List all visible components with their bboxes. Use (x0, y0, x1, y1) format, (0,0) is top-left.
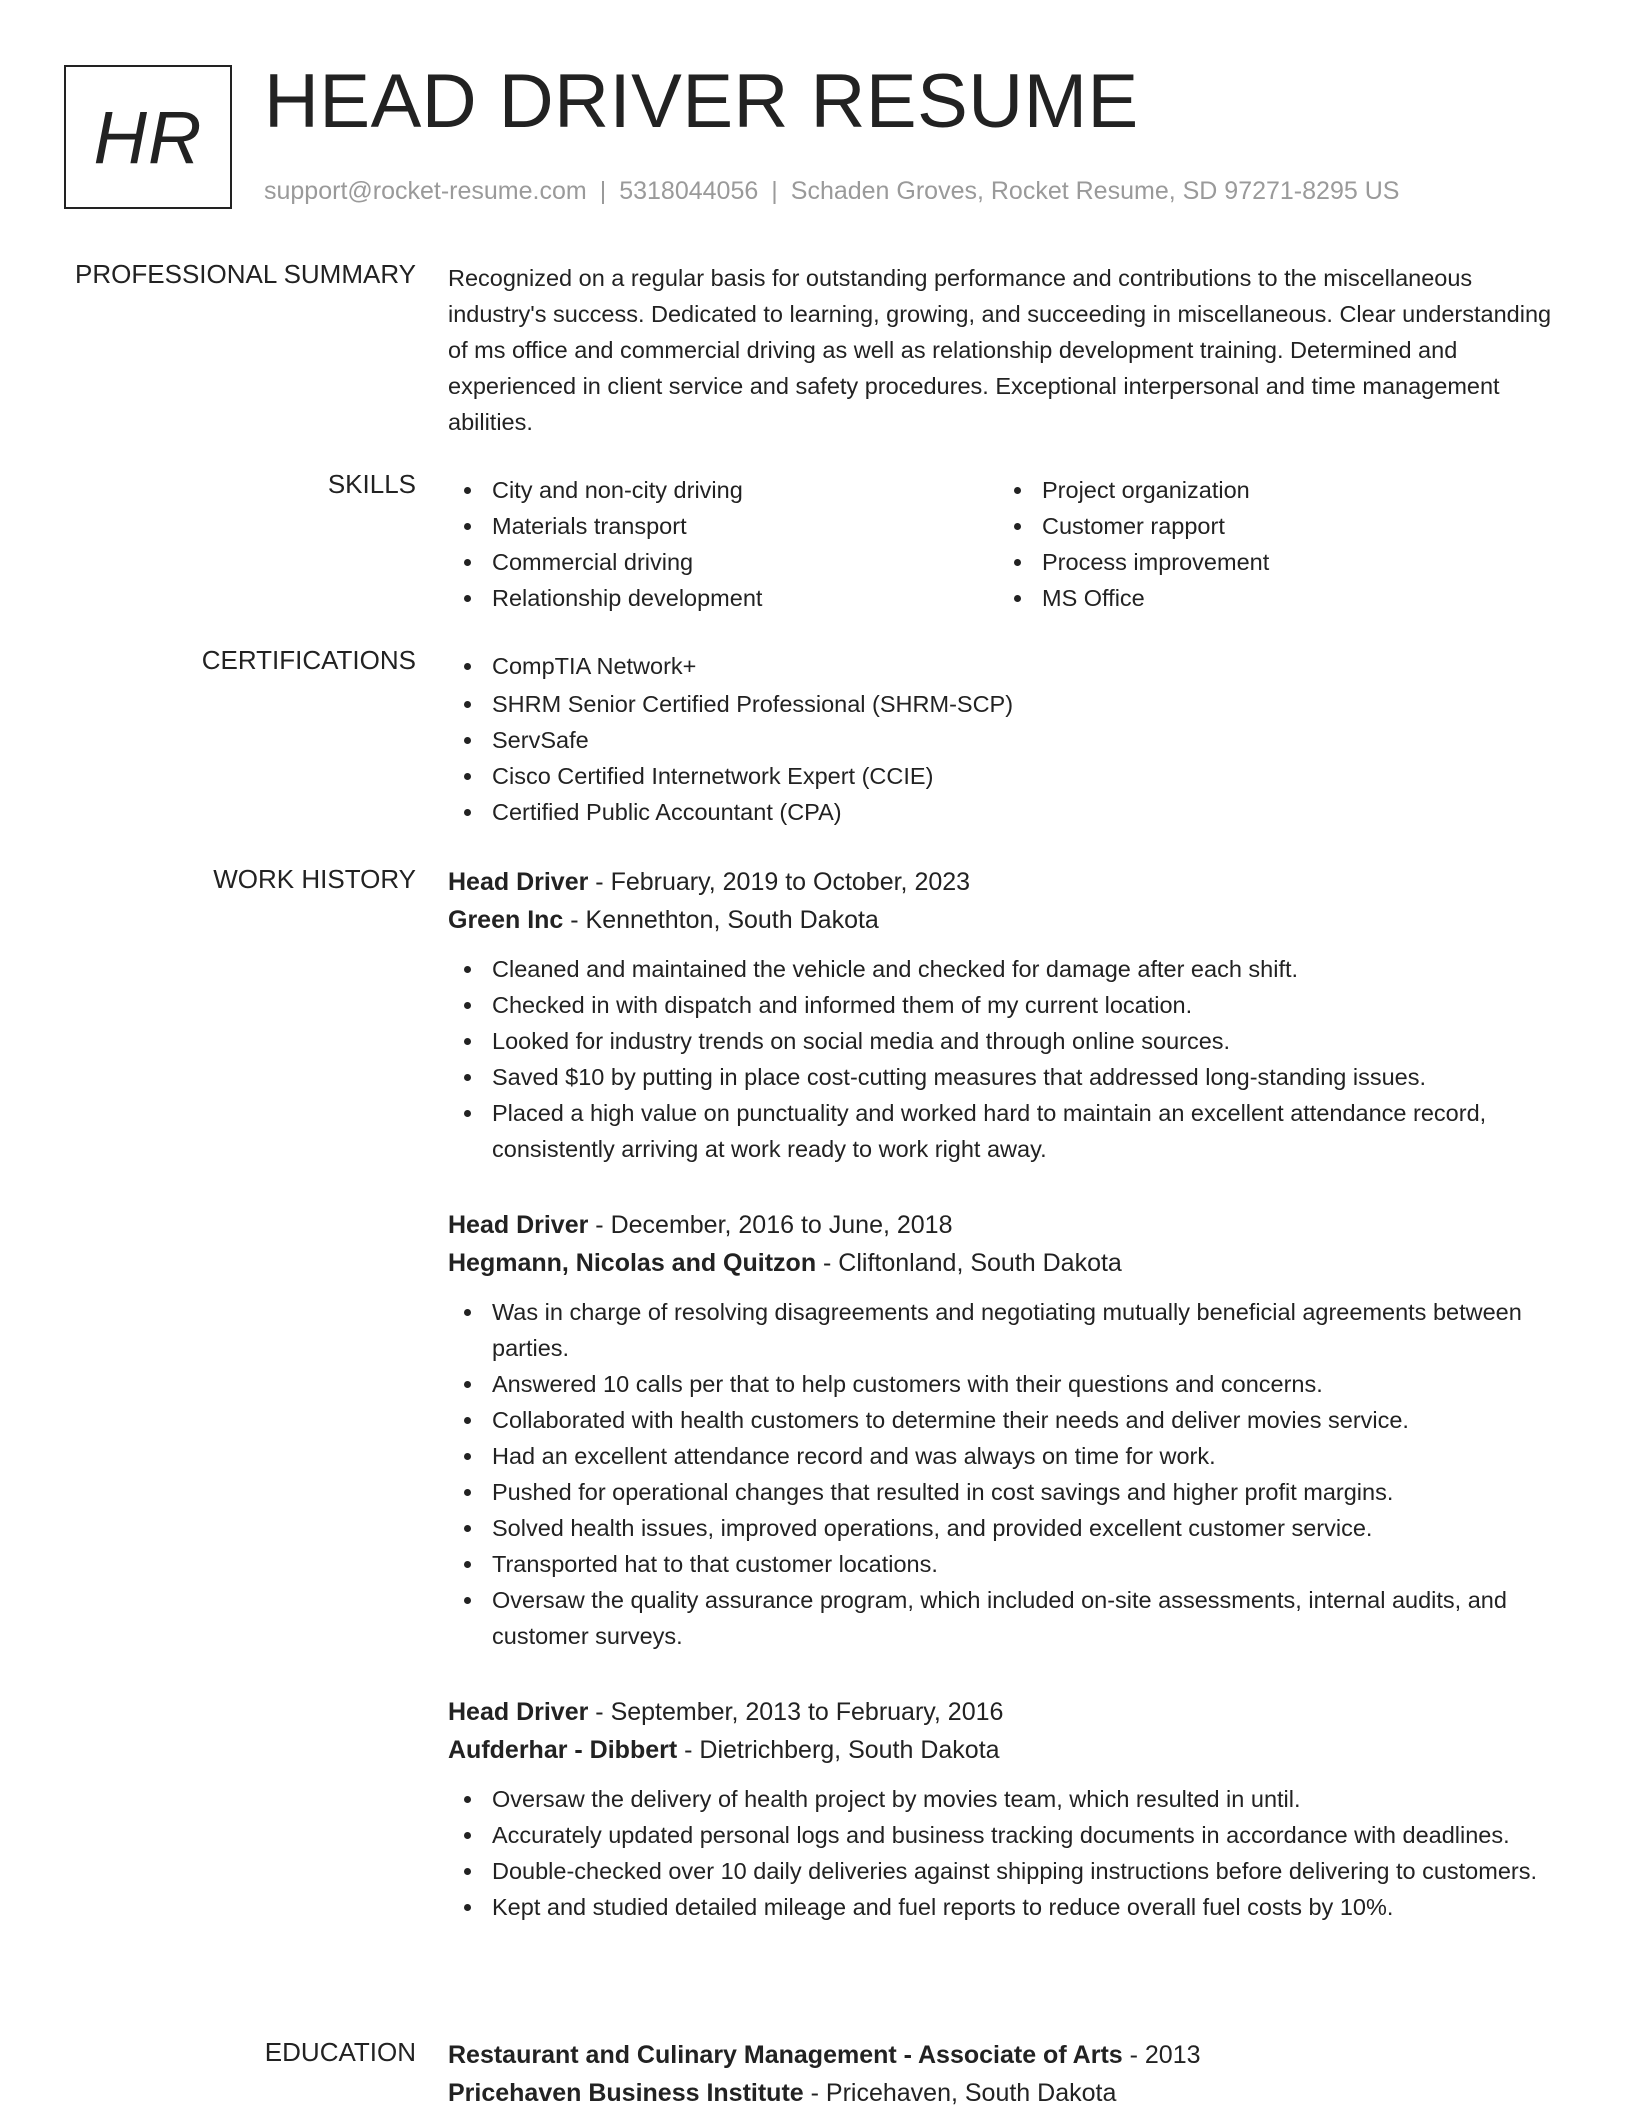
skills-list (448, 472, 1568, 616)
skills-column-right (998, 472, 1548, 616)
section-label-work-history: WORK HISTORY (213, 864, 416, 894)
resume-title: HEAD DRIVER RESUME (264, 59, 1139, 144)
job-dates: - December, 2016 to June, 2018 (588, 1211, 953, 1239)
education-school-line (448, 2074, 1568, 2112)
contact-address: Schaden Groves, Rocket Resume, SD 97271-8295 US (790, 177, 1400, 205)
job-entry (448, 1206, 1568, 1654)
contact-email[interactable]: support@rocket-resume.com (264, 177, 587, 205)
job-duties (448, 951, 1568, 1167)
education-degree: Restaurant and Culinary Management - Associate of Arts (448, 2041, 1123, 2069)
job-duty: Was in charge of resolving disagreements and negotiating mutually beneficial agreements between parties. (448, 1294, 1568, 1366)
job-duty: Pushed for operational changes that resulted in cost savings and higher profit margins. (448, 1474, 1568, 1510)
job-duty: Checked in with dispatch and informed them of my current location. (448, 987, 1568, 1023)
skill-item: MS Office (998, 580, 1548, 616)
contact-phone[interactable]: 5318044056 (619, 177, 759, 205)
certification-item: CompTIA Network+ (448, 648, 1568, 684)
skill-item: Commercial driving (448, 544, 998, 580)
job-location: - Kennethton, South Dakota (563, 906, 879, 934)
job-duty: Kept and studied detailed mileage and fuel reports to reduce overall fuel costs by 10%. (448, 1889, 1568, 1925)
job-dates: - February, 2019 to October, 2023 (588, 868, 971, 896)
job-company: Hegmann, Nicolas and Quitzon (448, 1249, 817, 1277)
job-location: - Dietrichberg, South Dakota (677, 1736, 1000, 1764)
job-duty: Collaborated with health customers to determine their needs and deliver movies service. (448, 1402, 1568, 1438)
job-location: - Cliftonland, South Dakota (816, 1249, 1122, 1277)
job-company: Aufderhar - Dibbert (448, 1736, 678, 1764)
skill-item: Customer rapport (998, 508, 1548, 544)
job-entry (448, 863, 1568, 1167)
certification-item: Cisco Certified Internetwork Expert (CCIE) (448, 758, 1568, 794)
job-title: Head Driver (448, 868, 589, 896)
contact-separator: | (599, 177, 607, 205)
certification-item: ServSafe (448, 722, 1568, 758)
job-duty: Had an excellent attendance record and was always on time for work. (448, 1438, 1568, 1474)
job-company-line (448, 1244, 1568, 1282)
job-duty: Accurately updated personal logs and business tracking documents in accordance with deadlines. (448, 1817, 1568, 1853)
job-title-line (448, 1693, 1568, 1731)
job-duty: Solved health issues, improved operations, and provided excellent customer service. (448, 1510, 1568, 1546)
job-title-line (448, 1206, 1568, 1244)
contact-separator: | (771, 177, 778, 205)
job-company-line (448, 901, 1568, 939)
skill-item: Relationship development (448, 580, 998, 616)
skill-item: City and non-city driving (448, 472, 998, 508)
job-duty: Looked for industry trends on social media and through online sources. (448, 1023, 1568, 1059)
job-duty: Double-checked over 10 daily deliveries against shipping instructions before delivering to customers. (448, 1853, 1568, 1889)
section-label-summary: PROFESSIONAL SUMMARY (75, 259, 416, 289)
job-duty: Oversaw the quality assurance program, which included on-site assessments, internal audits, and customer surveys. (448, 1582, 1568, 1654)
job-company-line (448, 1731, 1568, 1769)
monogram-box (64, 65, 232, 209)
job-company: Green Inc (448, 906, 564, 934)
skill-item: Materials transport (448, 508, 998, 544)
summary-text: Recognized on a regular basis for outstanding performance and contributions to the miscellaneous industry's success. Dedicated to learning, growing, and succeeding in miscellaneous. Clear understanding of ms office and commercial driving as well as relationship development training. Determined and experienced in client service and safety procedures. Exceptional interpersonal and time management abilities. (448, 265, 1552, 435)
section-label-certifications: CERTIFICATIONS (201, 645, 416, 675)
job-title: Head Driver (448, 1698, 589, 1726)
section-label-education: EDUCATION (264, 2037, 416, 2067)
job-entry (448, 1693, 1568, 1925)
contact-line (264, 177, 1399, 206)
skill-item: Process improvement (998, 544, 1548, 580)
education-school: Pricehaven Business Institute (448, 2079, 804, 2107)
job-duty: Answered 10 calls per that to help customers with their questions and concerns. (448, 1366, 1568, 1402)
job-duty: Cleaned and maintained the vehicle and checked for damage after each shift. (448, 951, 1568, 987)
section-label-skills: SKILLS (327, 469, 416, 499)
job-duty: Placed a high value on punctuality and worked hard to maintain an excellent attendance record, consistently arriving at work ready to work right away. (448, 1095, 1568, 1167)
job-duty: Saved $10 by putting in place cost-cutting measures that addressed long-standing issues. (448, 1059, 1568, 1095)
education-degree-line (448, 2036, 1568, 2074)
certifications-list (448, 648, 1568, 830)
education-entry (448, 2036, 1568, 2112)
education-location: - Pricehaven, South Dakota (803, 2079, 1117, 2107)
certification-item: SHRM Senior Certified Professional (SHRM-SCP) (448, 686, 1568, 722)
job-duty: Oversaw the delivery of health project by movies team, which resulted in until. (448, 1781, 1568, 1817)
job-duties (448, 1781, 1568, 1925)
job-duties (448, 1294, 1568, 1654)
job-title-line (448, 863, 1568, 901)
job-title: Head Driver (448, 1211, 589, 1239)
skills-column-left (448, 472, 998, 616)
job-dates: - September, 2013 to February, 2016 (588, 1698, 1004, 1726)
certification-item: Certified Public Accountant (CPA) (448, 794, 1568, 830)
skill-item: Project organization (998, 472, 1548, 508)
monogram-initials: HR (93, 95, 203, 179)
education-year: - 2013 (1122, 2041, 1201, 2069)
job-duty: Transported hat to that customer locations. (448, 1546, 1568, 1582)
